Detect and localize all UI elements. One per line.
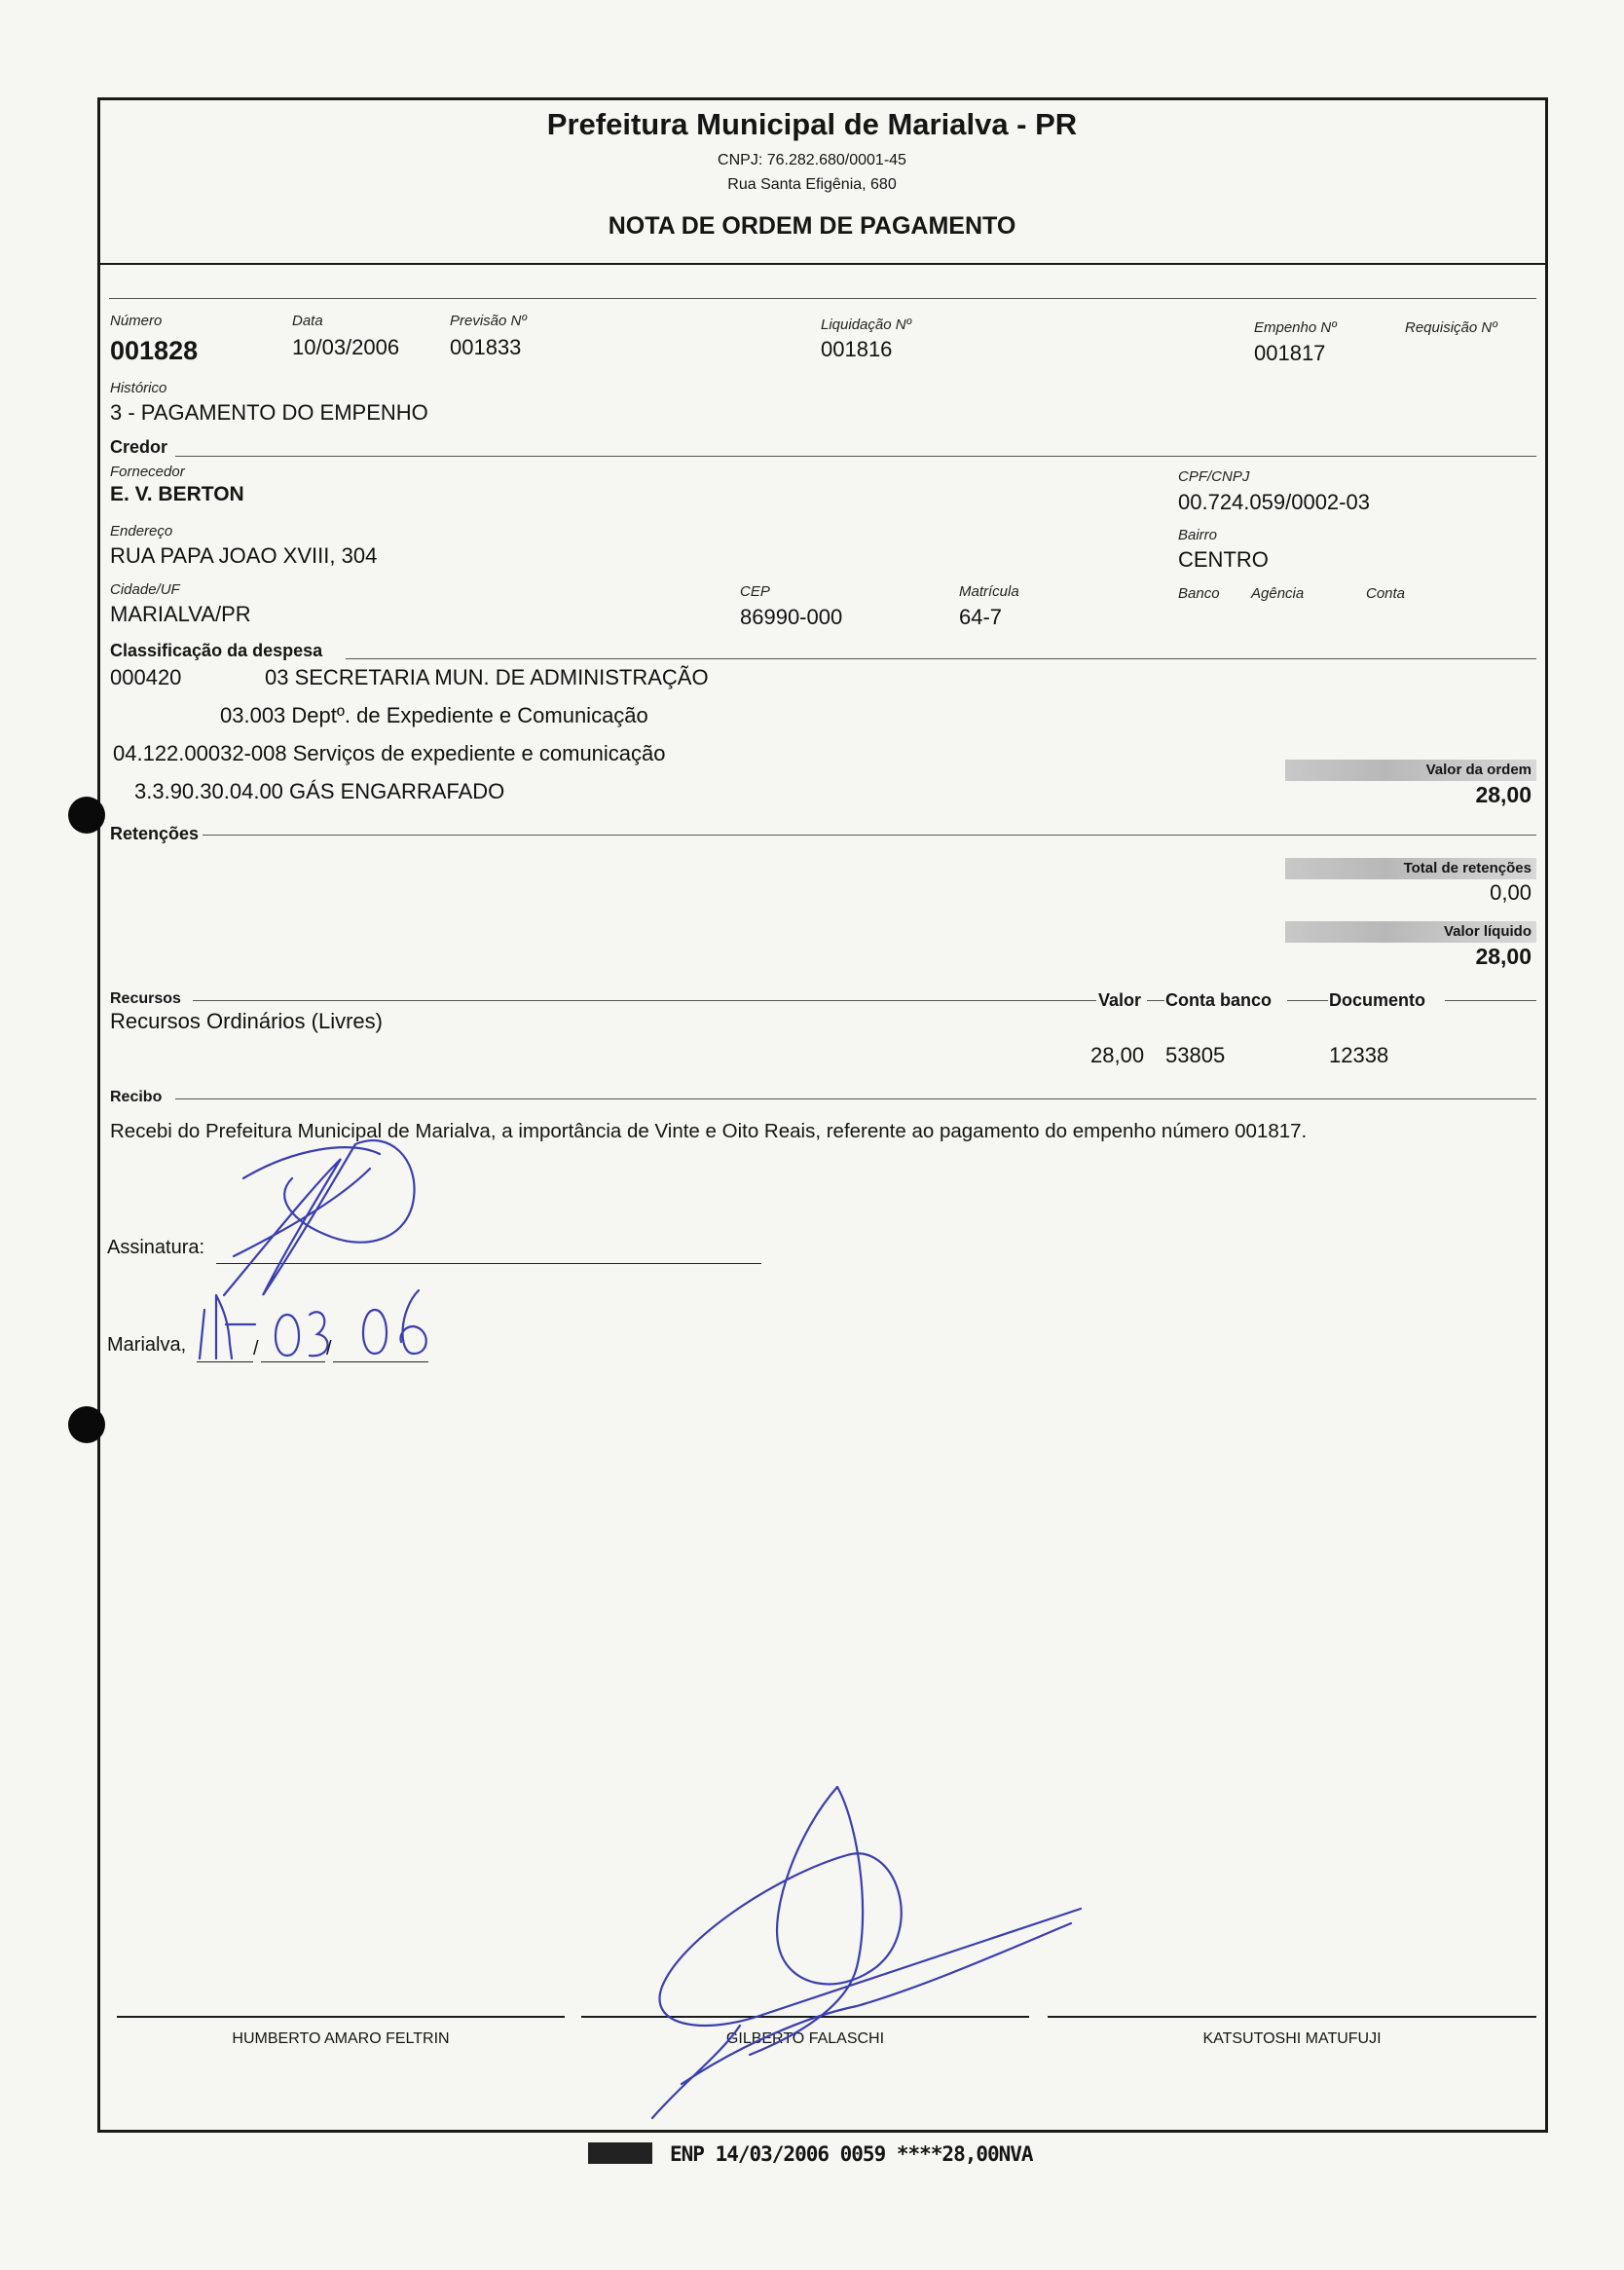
liquidacao-value: 001816	[821, 337, 893, 361]
recursos-documento: 12338	[1329, 1043, 1389, 1067]
matricula-label: Matrícula	[959, 583, 1019, 600]
cpf-value: 00.724.059/0002-03	[1178, 490, 1370, 514]
valor-ordem-label: Valor da ordem	[1425, 762, 1532, 778]
recursos-rule-3	[1287, 1000, 1328, 1001]
valor-liquido-value: 28,00	[1475, 944, 1532, 969]
header-rule	[97, 263, 1548, 265]
document-title: NOTA DE ORDEM DE PAGAMENTO	[608, 212, 1016, 240]
valor-liquido-label: Valor líquido	[1443, 923, 1532, 940]
recibo-rule	[175, 1098, 1536, 1099]
date-slash-1: /	[253, 1338, 259, 1359]
empenho-label: Empenho Nº	[1254, 319, 1337, 336]
assinatura-line	[216, 1263, 761, 1264]
cpf-label: CPF/CNPJ	[1178, 468, 1250, 485]
classificacao-unidade: 03.003 Deptº. de Expediente e Comunicação	[220, 703, 648, 727]
punch-hole-bottom	[68, 1406, 105, 1443]
issuer-title: Prefeitura Municipal de Marialva - PR	[546, 107, 1078, 141]
cash-register-stamp: ENP 14/03/2006 0059 ****28,00NVA	[670, 2142, 1033, 2166]
bairro-value: CENTRO	[1178, 547, 1269, 572]
valor-ordem-value: 28,00	[1475, 782, 1532, 807]
retencoes-rule	[203, 835, 1536, 836]
recursos-documento-label: Documento	[1329, 990, 1425, 1010]
recursos-section: Recursos	[110, 990, 181, 1007]
recursos-rule-2	[1147, 1000, 1164, 1001]
matricula-value: 64-7	[959, 605, 1003, 629]
cidade-label: Cidade/UF	[110, 581, 180, 598]
recursos-rule-1	[193, 1000, 1096, 1001]
credor-rule	[175, 456, 1536, 457]
recursos-conta-label: Conta banco	[1165, 990, 1273, 1010]
recibo-text: Recebi do Prefeitura Municipal de Marialva, a importância de Vinte e Oito Reais, referente ao pagamento do empenho número 001817.	[110, 1120, 1308, 1142]
assinatura-label: Assinatura:	[107, 1237, 205, 1258]
signatory-line-1	[117, 2016, 565, 2018]
bairro-label: Bairro	[1178, 527, 1218, 543]
recursos-valor-label: Valor	[1098, 990, 1142, 1010]
banco-label: Banco	[1178, 585, 1220, 602]
historico-label: Histórico	[110, 380, 167, 396]
date-line-2	[261, 1361, 325, 1362]
date-slash-2: /	[326, 1338, 332, 1359]
recursos-conta: 53805	[1165, 1043, 1226, 1067]
historico-value: 3 - PAGAMENTO DO EMPENHO	[110, 400, 428, 425]
signatory-name-3: KATSUTOSHI MATUFUJI	[1202, 2030, 1382, 2047]
issuer-cnpj: CNPJ: 76.282.680/0001-45	[718, 152, 906, 168]
fornecedor-value: E. V. BERTON	[110, 483, 244, 505]
recursos-rule-4	[1445, 1000, 1536, 1001]
liquidacao-label: Liquidação Nº	[821, 316, 912, 333]
recursos-descricao: Recursos Ordinários (Livres)	[110, 1009, 383, 1033]
previsao-label: Previsão Nº	[450, 313, 527, 329]
retencoes-section: Retenções	[110, 824, 200, 843]
cidade-value: MARIALVA/PR	[110, 602, 251, 626]
conta-label: Conta	[1366, 585, 1406, 602]
endereco-label: Endereço	[110, 523, 173, 540]
classificacao-orgao: 03 SECRETARIA MUN. DE ADMINISTRAÇÃO	[265, 665, 709, 689]
requisicao-label: Requisição Nº	[1405, 319, 1497, 336]
signatory-line-2	[581, 2016, 1029, 2018]
agencia-label: Agência	[1251, 585, 1305, 602]
local-label: Marialva,	[107, 1334, 187, 1356]
issuer-address: Rua Santa Efigênia, 680	[727, 176, 897, 193]
credor-section: Credor	[110, 437, 168, 457]
top-rule	[109, 298, 1536, 299]
recibo-section: Recibo	[110, 1089, 163, 1105]
date-line-3	[333, 1361, 428, 1362]
cep-value: 86990-000	[740, 605, 843, 629]
signatory-line-3	[1048, 2016, 1536, 2018]
numero-value: 001828	[110, 336, 199, 365]
data-label: Data	[292, 313, 323, 329]
signatory-name-2: GILBERTO FALASCHI	[725, 2030, 885, 2047]
total-retencoes-label: Total de retenções	[1403, 860, 1532, 876]
empenho-value: 001817	[1254, 341, 1326, 365]
classificacao-rule	[346, 658, 1536, 659]
recursos-valor: 28,00	[1090, 1043, 1145, 1067]
punch-hole-top	[68, 797, 105, 834]
classificacao-elemento: 3.3.90.30.04.00 GÁS ENGARRAFADO	[134, 779, 505, 803]
data-value: 10/03/2006	[292, 335, 400, 359]
fornecedor-label: Fornecedor	[110, 464, 185, 480]
numero-label: Número	[110, 313, 163, 329]
date-line-1	[197, 1361, 253, 1362]
endereco-value: RUA PAPA JOAO XVIII, 304	[110, 543, 378, 568]
cep-label: CEP	[740, 583, 770, 600]
previsao-value: 001833	[450, 335, 522, 359]
stamp-logo-icon	[588, 2142, 652, 2164]
signatory-name-1: HUMBERTO AMARO FELTRIN	[232, 2030, 450, 2047]
classificacao-section: Classificação da despesa	[110, 641, 323, 660]
classificacao-funcional: 04.122.00032-008 Serviços de expediente e comunicação	[113, 741, 666, 765]
total-retencoes-value: 0,00	[1490, 880, 1532, 905]
classificacao-code: 000420	[110, 665, 182, 689]
